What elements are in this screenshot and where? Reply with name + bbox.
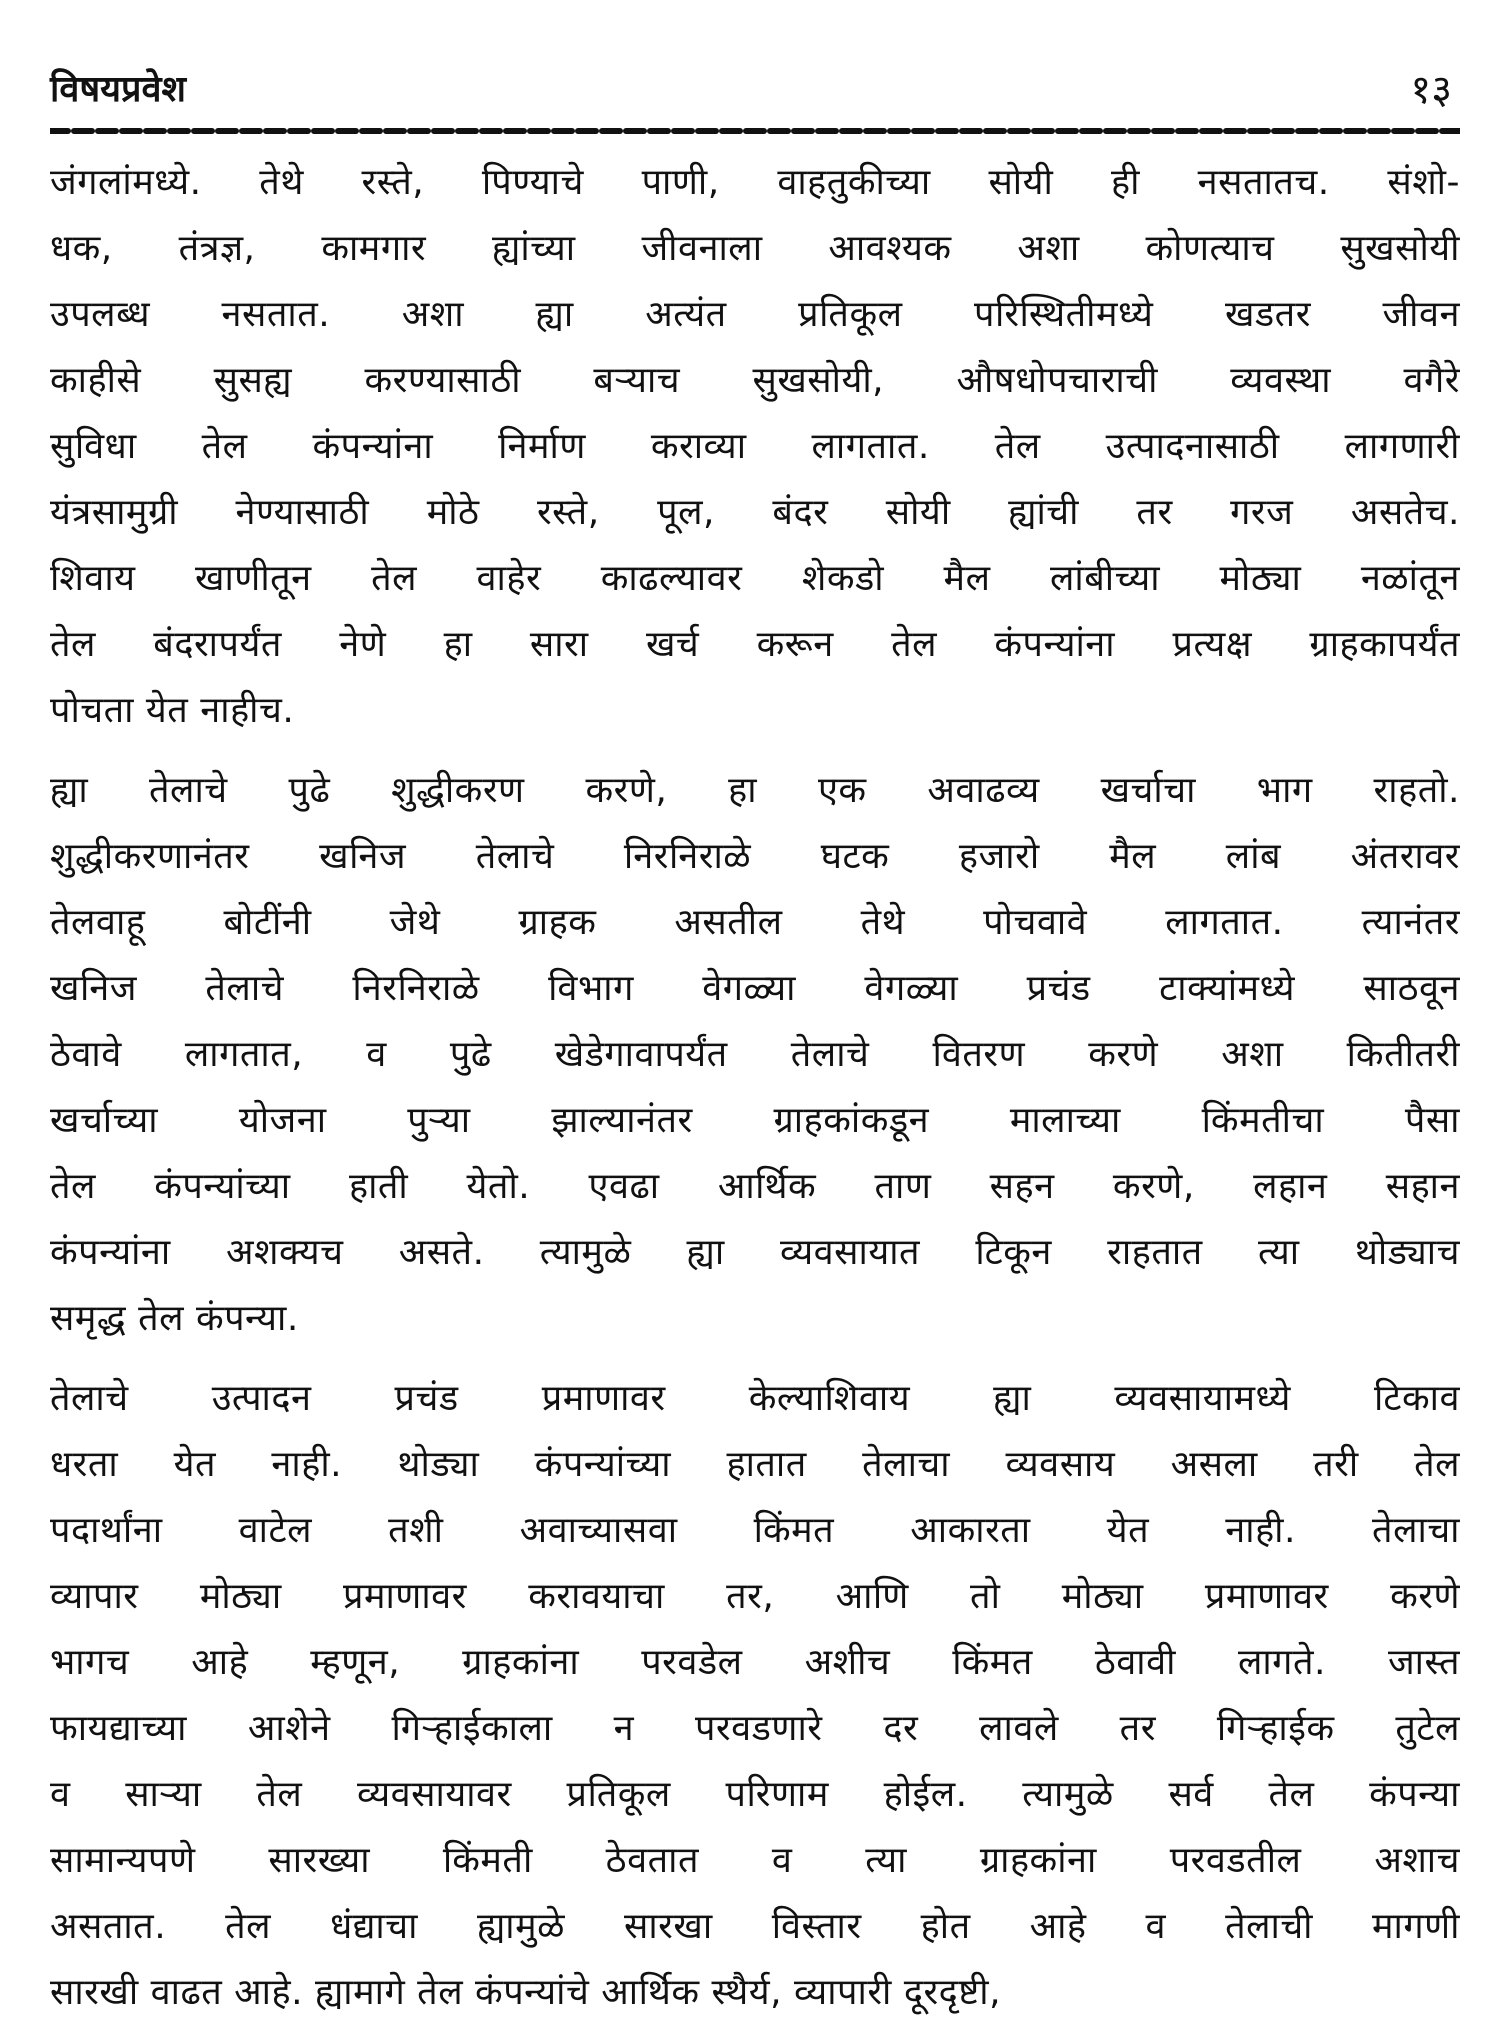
text-line: सारखी वाढत आहे. ह्यामागे तेल कंपन्यांचे आर्थिक स्थैर्य, व्यापारी दूरदृष्टी,: [50, 1972, 1002, 2013]
text-line: फायद्याच्या आशेने गिऱ्हाईकाला न परवडणारे दर लावले तर गिऱ्हाईक तुटेल: [50, 1708, 1460, 1749]
page-number: १३: [1410, 67, 1452, 113]
text-line: शुद्धीकरणानंतर खनिज तेलाचे निरनिराळे घटक हजारो मैल लांब अंतरावर: [50, 836, 1460, 877]
text-line: तेल कंपन्यांच्या हाती येतो. एवढा आर्थिक ताण सहन करणे, लहान सहान: [50, 1166, 1460, 1207]
text-line: पोचता येत नाहीच.: [50, 690, 295, 731]
text-line: असतात. तेल धंद्याचा ह्यामुळे सारखा विस्तार होत आहे व तेलाची मागणी: [50, 1906, 1460, 1947]
chapter-title: विषयप्रवेश: [50, 69, 187, 110]
header-rule: [50, 126, 1460, 136]
text-line: धक, तंत्रज्ञ, कामगार ह्यांच्या जीवनाला आवश्यक अशा कोणत्याच सुखसोयी: [50, 228, 1460, 269]
text-line: पदार्थांना वाटेल तशी अवाच्यासवा किंमत आकारता येत नाही. तेलाचा: [50, 1510, 1460, 1551]
running-header: [50, 60, 1460, 120]
text-line: यंत्रसामुग्री नेण्यासाठी मोठे रस्ते, पूल, बंदर सोयी ह्यांची तर गरज असतेच.: [50, 492, 1460, 533]
text-line: धरता येत नाही. थोड्या कंपन्यांच्या हातात तेलाचा व्यवसाय असला तरी तेल: [50, 1444, 1460, 1485]
text-line: कंपन्यांना अशक्यच असते. त्यामुळे ह्या व्यवसायात टिकून राहतात त्या थोड्याच: [50, 1232, 1460, 1273]
text-line: सामान्यपणे सारख्या किंमती ठेवतात व त्या ग्राहकांना परवडतील अशाच: [50, 1840, 1460, 1881]
paragraph: [50, 758, 1460, 1352]
text-line: काहीसे सुसह्य करण्यासाठी बऱ्याच सुखसोयी, औषधोपचाराची व्यवस्था वगैरे: [50, 360, 1460, 401]
text-line: व्यापार मोठ्या प्रमाणावर करावयाचा तर, आणि तो मोठ्या प्रमाणावर करणे: [50, 1576, 1460, 1617]
text-line: व साऱ्या तेल व्यवसायावर प्रतिकूल परिणाम होईल. त्यामुळे सर्व तेल कंपन्या: [50, 1774, 1460, 1815]
text-line: समृद्ध तेल कंपन्या.: [50, 1298, 299, 1339]
text-line: सुविधा तेल कंपन्यांना निर्माण कराव्या लागतात. तेल उत्पादनासाठी लागणारी: [50, 426, 1460, 467]
text-line: उपलब्ध नसतात. अशा ह्या अत्यंत प्रतिकूल परिस्थितीमध्ये खडतर जीवन: [50, 294, 1460, 335]
text-line: तेलवाहू बोटींनी जेथे ग्राहक असतील तेथे पोचवावे लागतात. त्यानंतर: [50, 902, 1460, 943]
text-line: ठेवावे लागतात, व पुढे खेडेगावापर्यंत तेलाचे वितरण करणे अशा कितीतरी: [50, 1034, 1460, 1075]
body-text: [50, 150, 1460, 2040]
text-line: भागच आहे म्हणून, ग्राहकांना परवडेल अशीच किंमत ठेवावी लागते. जास्त: [50, 1642, 1460, 1683]
paragraph: [50, 150, 1460, 744]
text-line: जंगलांमध्ये. तेथे रस्ते, पिण्याचे पाणी, वाहतुकीच्या सोयी ही नसतातच. संशो-: [50, 162, 1460, 203]
text-line: तेलाचे उत्पादन प्रचंड प्रमाणावर केल्याशिवाय ह्या व्यवसायामध्ये टिकाव: [50, 1378, 1460, 1419]
text-line: खर्चाच्या योजना पुऱ्या झाल्यानंतर ग्राहकांकडून मालाच्या किंमतीचा पैसा: [50, 1100, 1460, 1141]
text-line: खनिज तेलाचे निरनिराळे विभाग वेगळ्या वेगळ्या प्रचंड टाक्यांमध्ये साठवून: [50, 968, 1460, 1009]
paragraph: [50, 1366, 1460, 2026]
text-line: शिवाय खाणीतून तेल वाहेर काढल्यावर शेकडो मैल लांबीच्या मोठ्या नळांतून: [50, 558, 1460, 599]
text-line: तेल बंदरापर्यंत नेणे हा सारा खर्च करून तेल कंपन्यांना प्रत्यक्ष ग्राहकापर्यंत: [50, 624, 1460, 665]
text-line: ह्या तेलाचे पुढे शुद्धीकरण करणे, हा एक अवाढव्य खर्चाचा भाग राहतो.: [50, 770, 1460, 811]
